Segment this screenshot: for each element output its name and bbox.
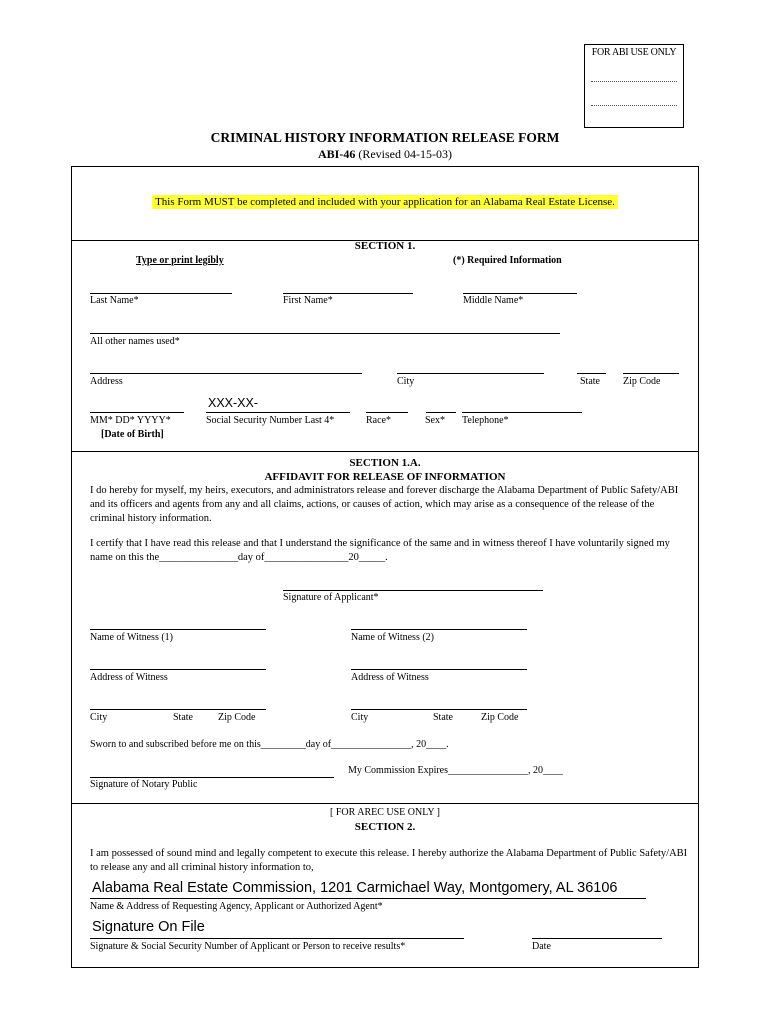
sworn-statement: Sworn to and subscribed before me on this_________day of________________, 20____.: [90, 739, 449, 750]
form-number: ABI-46: [318, 147, 356, 161]
section2-heading: SECTION 2.: [354, 821, 416, 833]
race-label: Race*: [366, 415, 391, 426]
agency-value[interactable]: Alabama Real Estate Commission, 1201 Carmichael Way, Montgomery, AL 36106: [92, 880, 618, 896]
applicant-signature-field[interactable]: [283, 590, 543, 591]
telephone-label: Telephone*: [462, 415, 509, 426]
address-label: Address: [90, 376, 123, 387]
notary-signature-label: Signature of Notary Public: [90, 779, 198, 790]
witness2-address-label: Address of Witness: [351, 672, 429, 683]
ssn-prefix: XXX-XX-: [208, 396, 259, 410]
race-field[interactable]: [366, 412, 408, 413]
last-name-label: Last Name*: [90, 295, 139, 306]
form-title: CRIMINAL HISTORY INFORMATION RELEASE FORM: [210, 130, 560, 145]
last-name-field[interactable]: [90, 293, 232, 294]
city-field[interactable]: [397, 373, 544, 374]
divider-section1: [71, 451, 699, 452]
witness1-state-label: State: [173, 712, 193, 723]
signature-value[interactable]: Signature On File: [92, 919, 205, 935]
authorization-paragraph: I am possessed of sound mind and legally competent to execute this release. I hereby authorize the Alabama Department of Public Safety/ABI to release any and all criminal history information to,: [90, 848, 688, 873]
city-label: City: [397, 376, 415, 387]
witness1-address-field[interactable]: [90, 669, 266, 670]
type-print-note: Type or print legibly: [136, 255, 224, 266]
other-names-label: All other names used*: [90, 336, 180, 347]
abi-use-only-label: FOR ABI USE ONLY: [591, 47, 677, 58]
dob-field[interactable]: [90, 412, 184, 413]
middle-name-label: Middle Name*: [463, 295, 524, 306]
agency-field: [90, 898, 646, 899]
sex-field[interactable]: [426, 412, 456, 413]
first-name-label: First Name*: [283, 295, 333, 306]
section1a-subheading: AFFIDAVIT FOR RELEASE OF INFORMATION: [264, 471, 506, 483]
ssn-field[interactable]: [206, 412, 350, 413]
witness2-name-label: Name of Witness (2): [351, 632, 435, 643]
notary-signature-field[interactable]: [90, 777, 334, 778]
witness1-city-label: City: [90, 712, 108, 723]
zip-field[interactable]: [623, 373, 679, 374]
release-paragraph: I do hereby for myself, my heirs, executors, and administrators release and forever discharge the Alabama Department of Public Safety/ABI and its officers and agents from any and all claims, actions, or causes of action, which may arise as a consequence of the release of the criminal history information.: [90, 485, 679, 524]
dob-label: [Date of Birth]: [101, 429, 164, 440]
telephone-field[interactable]: [462, 412, 582, 413]
abi-line-1[interactable]: [591, 81, 677, 82]
abi-use-only-box: [584, 44, 684, 128]
witness1-name-label: Name of Witness (1): [90, 632, 174, 643]
applicant-signature-label: Signature of Applicant*: [283, 592, 379, 603]
witness1-name-field[interactable]: [90, 629, 266, 630]
witness2-city-label: City: [351, 712, 369, 723]
witness2-zip-label: Zip Code: [481, 712, 519, 723]
abi-line-2[interactable]: [591, 105, 677, 106]
signature-field: [90, 938, 464, 939]
date-field[interactable]: [532, 938, 662, 939]
zip-label: Zip Code: [623, 376, 661, 387]
arec-use-only: [ FOR AREC USE ONLY ]: [329, 807, 441, 818]
ssn-label: Social Security Number Last 4*: [206, 415, 335, 426]
certify-paragraph: I certify that I have read this release and that I understand the significance of the same and in witness thereof I have voluntarily signed my name on this the_______________day of________________20_____.: [90, 538, 670, 563]
first-name-field[interactable]: [283, 293, 413, 294]
form-revision: (Revised 04-15-03): [355, 147, 452, 161]
form-subtitle: [0, 147, 770, 162]
witness2-address-field[interactable]: [351, 669, 527, 670]
state-label: State: [580, 376, 600, 387]
other-names-field[interactable]: [90, 333, 560, 334]
commission-expires: My Commission Expires________________, 20____: [348, 765, 564, 776]
state-field[interactable]: [577, 373, 606, 374]
middle-name-field[interactable]: [463, 293, 577, 294]
agency-label: Name & Address of Requesting Agency, Applicant or Authorized Agent*: [90, 901, 383, 912]
witness1-address-label: Address of Witness: [90, 672, 168, 683]
divider-section1a: [71, 803, 699, 804]
date-label: Date: [532, 941, 551, 952]
section1-heading: SECTION 1.: [354, 240, 416, 252]
address-field[interactable]: [90, 373, 362, 374]
notice-row: [71, 196, 699, 208]
sex-label: Sex*: [425, 415, 445, 426]
dob-format-label: MM* DD* YYYY*: [90, 415, 171, 426]
witness2-name-field[interactable]: [351, 629, 527, 630]
witness1-zip-label: Zip Code: [218, 712, 256, 723]
notice-text: This Form MUST be completed and included with your application for an Alabama Real Estate License.: [152, 195, 618, 209]
witness2-state-label: State: [433, 712, 453, 723]
witness1-citystatezip-field[interactable]: [90, 709, 266, 710]
witness2-citystatezip-field[interactable]: [351, 709, 527, 710]
required-note: (*) Required Information: [453, 255, 562, 266]
signature-label: Signature & Social Security Number of Applicant or Person to receive results*: [90, 941, 406, 952]
section1a-heading: SECTION 1.A.: [349, 457, 421, 469]
